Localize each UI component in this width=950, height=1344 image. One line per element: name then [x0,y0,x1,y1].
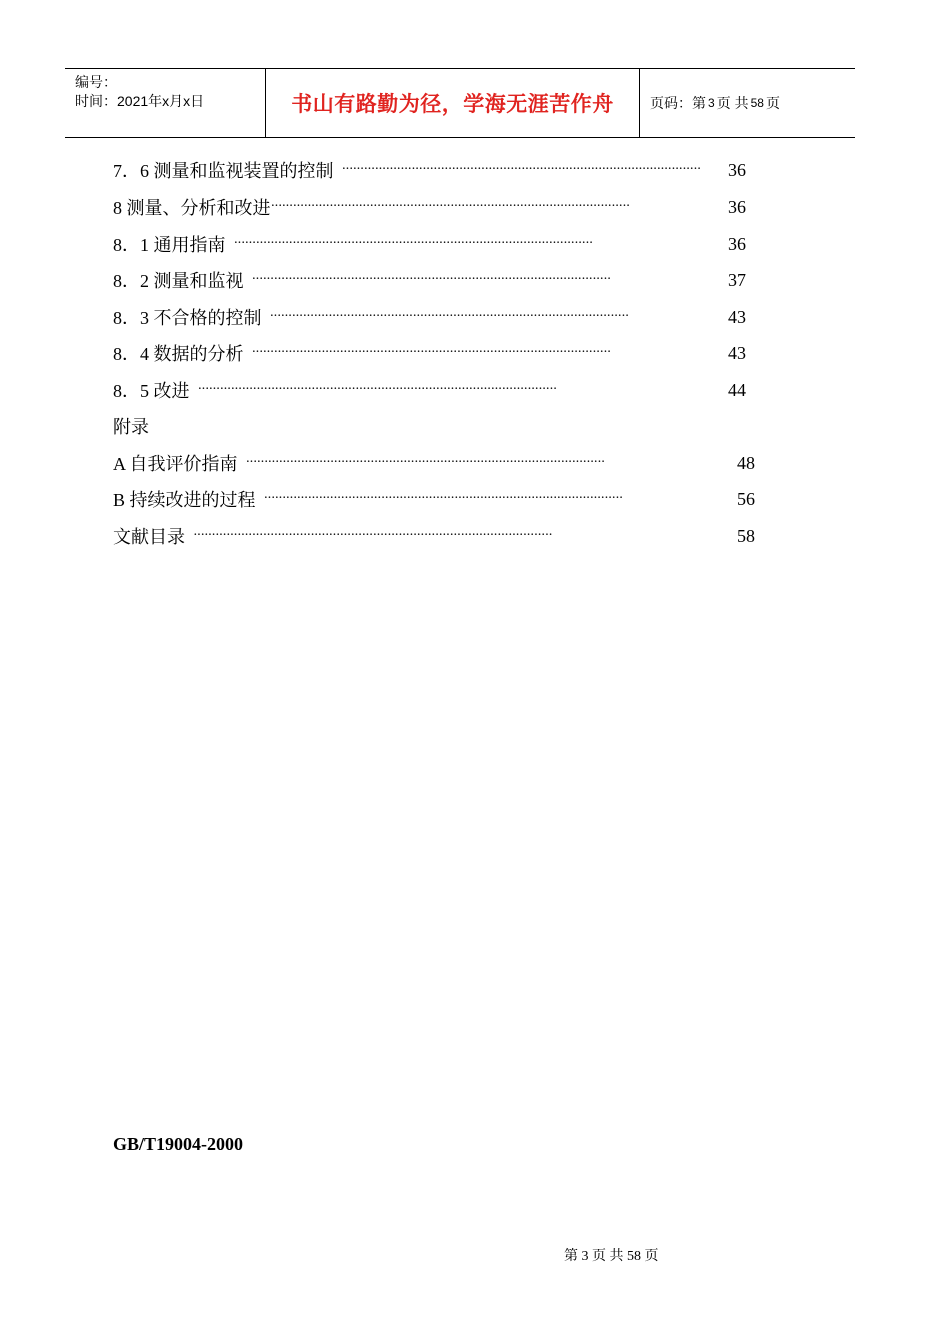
header-meta [65,69,266,137]
toc-entry-label: 7．6 测量和监视装置的控制 [113,161,334,181]
toc-entry-label: 8 测量、分析和改进 [113,198,271,218]
toc-entry-label: 文献目录 [113,527,185,547]
toc-leader-dots: ·································································································· [251,272,611,287]
page-prefix: 页码：第 [650,95,706,111]
toc-entry[interactable] [113,375,746,405]
toc-entry-page: 36 [728,159,746,180]
toc-leader-dots: ·································································································· [269,309,629,324]
toc-entry-page: 36 [728,196,746,217]
toc-entry-label: 8．2 测量和监视 [113,271,244,291]
code-label: 编号： [75,74,117,90]
page-header [65,68,855,138]
toc-entry[interactable] [113,338,746,368]
toc-entry[interactable] [113,192,746,222]
page-footer: 第 3 页 共 58 页 [564,1249,659,1264]
toc-entry-label: B 持续改进的过程 [113,490,256,510]
toc-leader-dots: ·································································································· [251,345,611,360]
toc-leader-dots: ·································································································· [245,455,605,470]
toc-entry-page: 43 [728,342,746,363]
header-motto: 书山有路勤为径，学海无涯苦作舟 [266,69,640,137]
toc-entry-page: 56 [737,488,755,509]
toc-leader-dots: ·································································································· [233,236,593,251]
page-total: 58 [750,96,764,110]
toc-entry-label: A 自我评价指南 [113,454,238,474]
header-page-info [640,69,855,137]
toc-entry[interactable] [113,229,746,259]
page-current: 3 [708,96,715,110]
toc-entry[interactable] [113,448,755,478]
toc-entry-page: 43 [728,306,746,327]
toc-entry-page: 58 [737,525,755,546]
page-middle: 页 共 [716,95,749,111]
toc-leader-dots: ·································································································· [193,528,552,543]
toc-entry-label: 附录 [113,417,149,437]
toc-entry[interactable] [113,302,746,332]
page-suffix: 页 [765,95,780,111]
toc-entry-label: 8．1 通用指南 [113,235,226,255]
toc-leader-dots: ·································································································· [197,382,557,397]
toc-entry-label: 8．4 数据的分析 [113,344,244,364]
toc-entry[interactable] [113,265,746,295]
toc-entry-page: 44 [728,379,746,400]
toc-section-heading [113,411,149,441]
toc-entry-label: 8．3 不合格的控制 [113,308,262,328]
toc-entry[interactable] [113,155,746,185]
toc-entry-page: 48 [737,452,755,473]
toc-leader-dots: ·································································································· [270,199,630,214]
standard-code: GB/T19004-2000 [113,1134,244,1154]
toc-entry[interactable] [113,484,755,514]
toc-leader-dots: ·································································································· [341,162,701,177]
toc-leader-dots: ·································································································· [263,491,623,506]
toc-entry-label: 8．5 改进 [113,381,190,401]
toc-entry[interactable] [113,521,755,551]
toc-entry-page: 37 [728,269,746,290]
time-label: 时间：2021年x月x日 [75,93,205,109]
toc-entry-page: 36 [728,233,746,254]
